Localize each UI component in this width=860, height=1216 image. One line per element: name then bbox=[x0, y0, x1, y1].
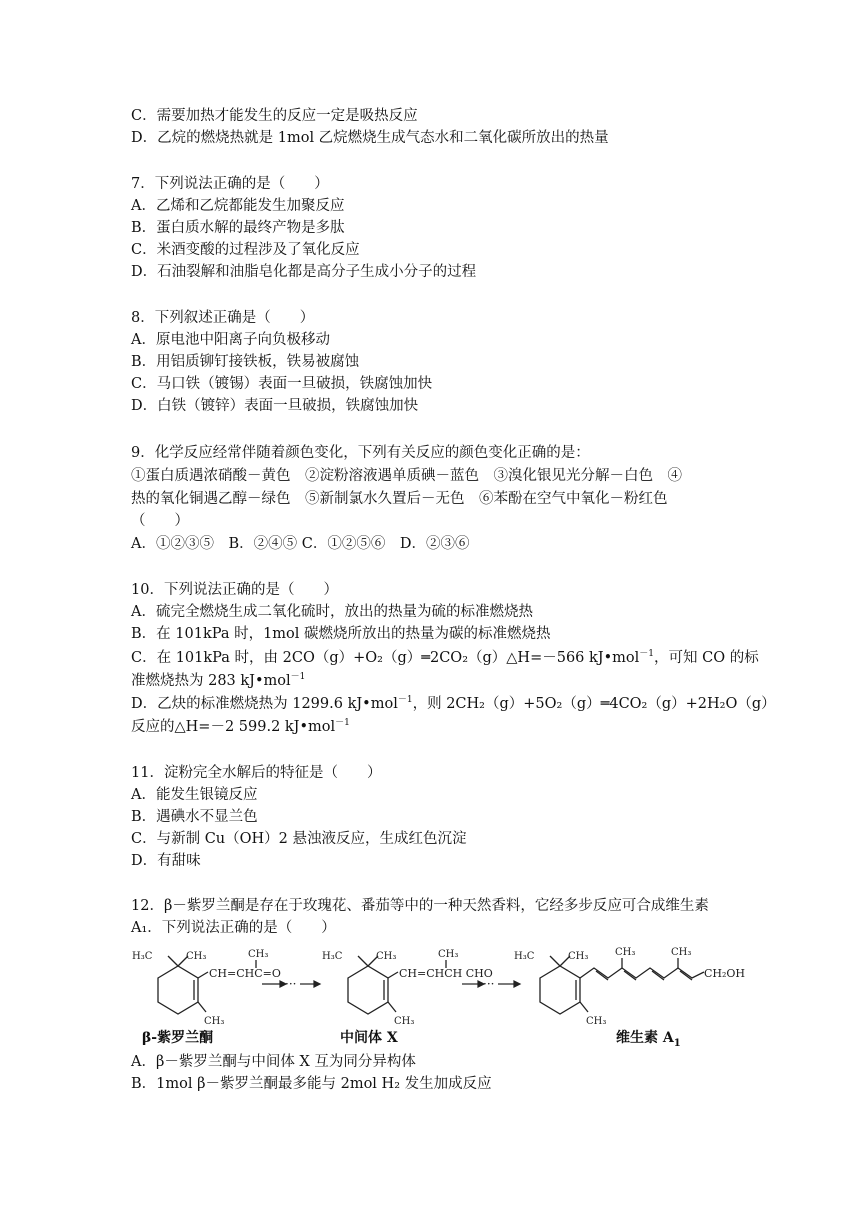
q10-option-c-line1: C．在 101kPa 时，由 2CO（g）+O₂（g）═2CO₂（g）△H=－566 kJ•mol$^{-1}$，可知 CO 的标 bbox=[131, 649, 759, 666]
intermediate-x-structure bbox=[348, 956, 446, 1014]
q8-option-b: B．用铝质铆钉接铁板，铁易被腐蚀 bbox=[131, 354, 360, 370]
intermediate-ch3-top-label: CH₃ bbox=[376, 951, 397, 962]
q12-stem-line1: 12．β－紫罗兰酮是存在于玫瑰花、番茄等中的一种天然香料，它经多步反应可合成维生素 bbox=[131, 898, 709, 914]
vitamin-h3c-label: H₃C bbox=[514, 951, 535, 962]
reaction-scheme-diagram bbox=[128, 946, 746, 1049]
q12-option-b: B．1mol β－紫罗兰酮最多能与 2mol H₂ 发生加成反应 bbox=[131, 1076, 492, 1092]
intermediate-ch3-chain-label: CH₃ bbox=[438, 949, 459, 960]
q7-option-b: B．蛋白质水解的最终产物是多肽 bbox=[131, 220, 345, 236]
q7-option-d: D．石油裂解和油脂皂化都是高分子生成小分子的过程 bbox=[131, 264, 477, 280]
q10-option-d-line1: D．乙炔的标准燃烧热为 1299.6 kJ•mol$^{-1}$，则 2CH₂（g）+5O₂（g）═4CO₂（g）+2H₂O（g） bbox=[131, 695, 776, 712]
q9-items-line1: ①蛋白质遇浓硝酸－黄色 ②淀粉溶液遇单质碘－蓝色 ③溴化银见光分解－白色 ④ bbox=[131, 468, 682, 484]
q8-option-c: C．马口铁（镀锡）表面一旦破损，铁腐蚀加快 bbox=[131, 376, 433, 392]
label-intermediate-x: 中间体 X bbox=[340, 1030, 398, 1046]
q6-option-d: D．乙烷的燃烧热就是 1mol 乙烷燃烧生成气态水和二氧化碳所放出的热量 bbox=[131, 130, 609, 146]
intermediate-ch3-bottom-label: CH₃ bbox=[394, 1016, 415, 1027]
label-beta-ionone: β-紫罗兰酮 bbox=[142, 1030, 214, 1046]
label-vitamin-a1: 维生素 $A_1$ bbox=[616, 1030, 681, 1049]
reaction-dots-2: ··· bbox=[483, 977, 495, 991]
q7-stem: 7．下列说法正确的是（ ） bbox=[131, 176, 329, 192]
intermediate-chain-label: CH=CHCH CHO bbox=[399, 967, 493, 980]
beta-ionone-chain-label: CH=CHC=O bbox=[209, 967, 281, 980]
reaction-dots-1: ··· bbox=[285, 977, 297, 991]
q6-option-c: C．需要加热才能发生的反应一定是吸热反应 bbox=[131, 108, 418, 124]
q11-option-a: A．能发生银镜反应 bbox=[131, 787, 258, 803]
intermediate-h3c-label: H₃C bbox=[322, 951, 343, 962]
q8-stem: 8．下列叙述正确是（ ） bbox=[131, 310, 315, 326]
q10-option-a: A．硫完全燃烧生成二氧化硫时，放出的热量为硫的标准燃烧热 bbox=[131, 604, 533, 620]
q10-stem: 10．下列说法正确的是（ ） bbox=[131, 582, 338, 598]
q8-option-d: D．白铁（镀锌）表面一旦破损，铁腐蚀加快 bbox=[131, 398, 419, 414]
q12-stem-line2: A₁．下列说法正确的是（ ） bbox=[131, 920, 336, 936]
q11-stem: 11．淀粉完全水解后的特征是（ ） bbox=[131, 765, 382, 781]
vitamin-ch3-chain-label-2: CH₃ bbox=[671, 947, 692, 958]
q11-option-c: C．与新制 Cu（OH）2 悬浊液反应，生成红色沉淀 bbox=[131, 831, 467, 847]
vitamin-ch3-top-label: CH₃ bbox=[568, 951, 589, 962]
beta-ionone-h3c-label: H₃C bbox=[132, 951, 153, 962]
q11-option-b: B．遇碘水不显兰色 bbox=[131, 809, 258, 825]
vitamin-a1-structure bbox=[540, 956, 704, 1014]
beta-ionone-ch3-chain-label: CH₃ bbox=[248, 949, 269, 960]
vitamin-ch2oh-label: CH₂OH bbox=[704, 967, 746, 980]
q8-option-a: A．原电池中阳离子向负极移动 bbox=[131, 332, 330, 348]
beta-ionone-ch3-top-label: CH₃ bbox=[186, 951, 207, 962]
q10-option-d-line2: 反应的△H=－2 599.2 kJ•mol$^{-1}$ bbox=[131, 718, 350, 735]
q9-items-line2: 热的氧化铜遇乙醇－绿色 ⑤新制氯水久置后－无色 ⑥苯酚在空气中氧化－粉红色 bbox=[131, 491, 668, 507]
beta-ionone-structure bbox=[158, 956, 256, 1014]
q10-option-c-line2: 准燃烧热为 283 kJ•mol$^{-1}$ bbox=[131, 672, 306, 689]
q12-option-a: A．β－紫罗兰酮与中间体 X 互为同分异构体 bbox=[131, 1054, 416, 1070]
q7-option-c: C．米酒变酸的过程涉及了氧化反应 bbox=[131, 242, 360, 258]
q9-answer-paren: （ ） bbox=[131, 513, 189, 529]
q11-option-d: D．有甜味 bbox=[131, 853, 201, 869]
q9-options: A．①②③⑤ B．②④⑤ C．①②⑤⑥ D．②③⑥ bbox=[131, 536, 470, 552]
q10-option-b: B．在 101kPa 时，1mol 碳燃烧所放出的热量为碳的标准燃烧热 bbox=[131, 626, 551, 642]
q9-stem: 9．化学反应经常伴随着颜色变化，下列有关反应的颜色变化正确的是： bbox=[131, 445, 590, 461]
vitamin-ch3-bottom-label: CH₃ bbox=[586, 1016, 607, 1027]
vitamin-ch3-chain-label-1: CH₃ bbox=[615, 947, 636, 958]
beta-ionone-ch3-bottom-label: CH₃ bbox=[204, 1016, 225, 1027]
q7-option-a: A．乙烯和乙烷都能发生加聚反应 bbox=[131, 198, 345, 214]
